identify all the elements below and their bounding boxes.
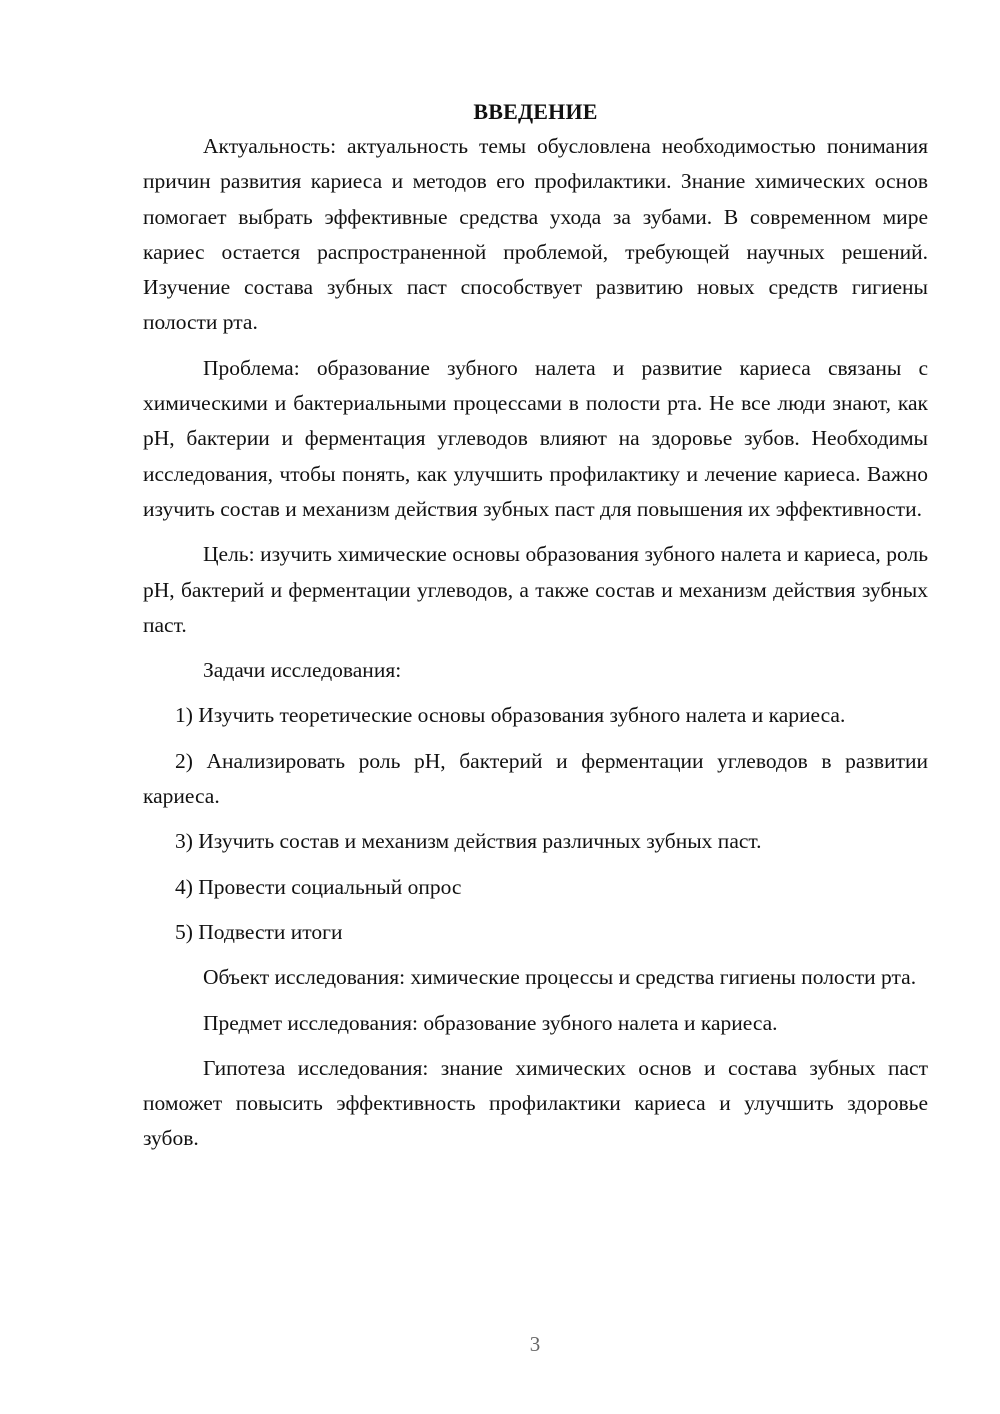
task-item: 2) Анализировать роль pH, бактерий и ферментации углеводов в развитии кариеса.: [143, 748, 928, 809]
task-item: 5) Подвести итоги: [175, 919, 343, 944]
paragraph-goal: Цель: изучить химические основы образования зубного налета и кариеса, роль pH, бактерий и ферментации углеводов, а также состав и механизм действия зубных паст.: [143, 542, 928, 637]
task-item: 1) Изучить теоретические основы образования зубного налета и кариеса.: [175, 703, 846, 728]
section-title: ВВЕДЕНИЕ: [473, 99, 598, 124]
task-item: 3) Изучить состав и механизм действия различных зубных паст.: [175, 829, 762, 854]
page-number: 3: [529, 1332, 541, 1356]
paragraph-relevance: Актуальность: актуальность темы обусловлена необходимостью понимания причин развития кариеса и методов его профилактики. Знание химических основ помогает выбрать эффективные средства ухода за зубами. В современном мире кариес остается распространенной проблемой, требующей научных решений. Изучение состава зубных паст способствует развитию новых средств гигиены полости рта.: [143, 134, 928, 335]
paragraph-hypothesis: Гипотеза исследования: знание химических основ и состава зубных паст поможет повысить эффективность профилактики кариеса и улучшить здоровье зубов.: [143, 1055, 928, 1151]
task-item: 4) Провести социальный опрос: [175, 874, 462, 899]
paragraph-object: Объект исследования: химические процессы и средства гигиены полости рта.: [203, 965, 917, 990]
page-content: [143, 94, 928, 1167]
paragraph-problem: Проблема: образование зубного налета и развитие кариеса связаны с химическими и бактериальными процессами в полости рта. Не все люди знают, как pH, бактерии и ферментация углеводов влияют на здоровье зубов. Необходимы исследования, чтобы понять, как улучшить профилактику и лечение кариеса. Важно изучить состав и механизм действия зубных паст для повышения их эффективности.: [143, 355, 928, 521]
paragraph-subject: Предмет исследования: образование зубного налета и кариеса.: [203, 1010, 778, 1035]
tasks-heading: Задачи исследования:: [203, 658, 402, 683]
